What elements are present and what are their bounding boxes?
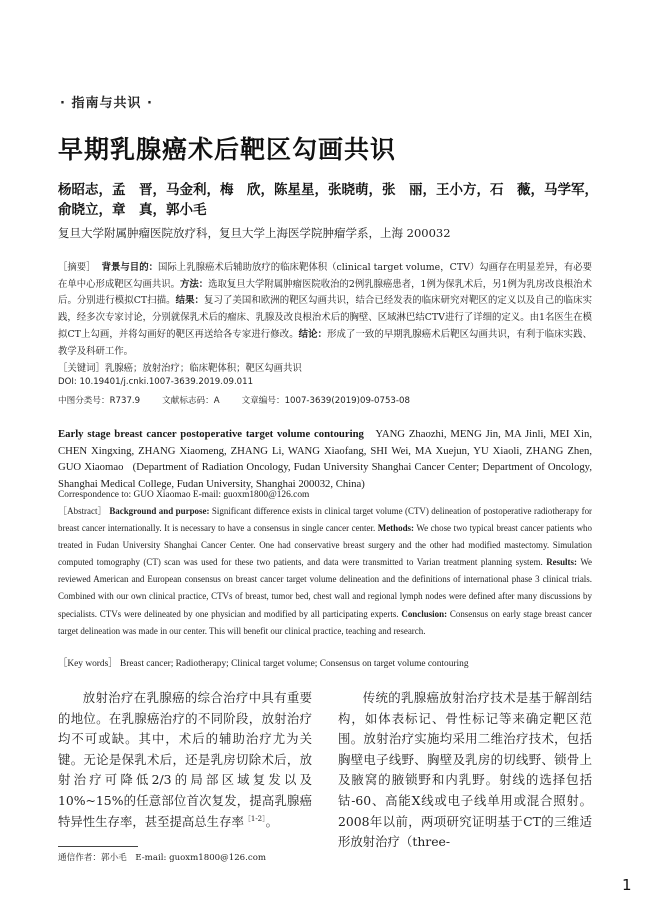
abstract-cn-tag: ［摘要］ bbox=[58, 262, 96, 273]
abstract-en-results: We reviewed American and European consensus on breast cancer target volume delineation and the definitions of international phase 3 clinical trials. Combined with our own clinical practice, CTVs of breast, tumor bed, chest wall and regional lymph nodes were defined after many discussions by specialists. CTVs were delineated by one physician and modified by all participating experts. bbox=[58, 557, 593, 619]
abstract-cn-conclusion: 形成了一致的早期乳腺癌术后靶区勾画共识，有利于临床实践、教学及科研工作。 bbox=[58, 328, 592, 357]
body-column-left bbox=[58, 688, 312, 832]
keywords-cn-text: 乳腺癌；放射治疗；临床靶体积；靶区勾画共识 bbox=[104, 363, 302, 374]
document-code: 文献标志码：A bbox=[162, 396, 220, 406]
abstract-cn-results-label: 结果： bbox=[175, 295, 205, 307]
abstract-en-conclusion-label: Conclusion: bbox=[401, 608, 448, 619]
article-title: 早期乳腺癌术后靶区勾画共识 bbox=[58, 135, 397, 164]
citation-ref[interactable]: ［1-2］ bbox=[243, 814, 266, 823]
body-paragraph bbox=[58, 688, 312, 832]
body-left-text: 放射治疗在乳腺癌的综合治疗中具有重要的地位。在乳腺癌治疗的不同阶段，放射治疗均不可或缺。其中，术后的辅助治疗尤为关键。无论是保乳术后，还是乳房切除术后，放射治疗可降低2/3的局部区域复发以及10%~15%的任意部位首次复发，提高乳腺癌特异性生存率，甚至提高总生存率 bbox=[58, 690, 312, 829]
english-title: Early stage breast cancer postoperative target volume contouring bbox=[58, 428, 364, 440]
abstract-en-methods: We chose two typical breast cancer patients who treated in Fudan University Shanghai Cancer Center. One had conservative breast surgery and the other had modified mastectomy. Simulation computed tomography (CT) scan was used for these two patients, and data were transmitted to Varian treatment planning system. bbox=[58, 523, 592, 568]
keywords-cn bbox=[58, 360, 592, 374]
abstract-cn-results: 复习了美国和欧洲的靶区勾画共识，结合已经发表的临床研究对靶区的定义以及自己的临床实践，经多次专家讨论，分别就保乳术后的瘤床、乳腺及改良根治术后的胸壁、区域淋巴结CTV进行了详细的定义。由1名医生在模拟CT上勾画，并将勾画好的靶区再送给各专家进行修改。 bbox=[58, 295, 592, 340]
keywords-en-tag: ［Key words］ bbox=[58, 659, 118, 669]
english-authors: YANG Zhaozhi, MENG Jin, MA Jinli, MEI Xin, CHEN Xingxing, ZHANG Xiaomeng, ZHANG Li, WANG Xiaofang, SHI Wei, MA Xuejun, YU Xiaoli, ZHANG Zhen, GUO Xiaomao bbox=[58, 428, 592, 473]
abstract-cn-conclusion-label: 结论： bbox=[298, 328, 328, 340]
body-column-right bbox=[338, 688, 592, 853]
abstract-en-methods-label: Methods: bbox=[377, 523, 415, 534]
english-title-block bbox=[58, 426, 592, 492]
abstract-cn-background-label: 背景与目的： bbox=[101, 262, 158, 273]
abstract-en-background: Significant difference exists in clinical target volume (CTV) delineation of postoperative radiotherapy for breast cancer internationally. It is necessary to have a consensus in single cancer center. bbox=[58, 506, 593, 534]
abstract-en-background-label: Background and purpose: bbox=[109, 506, 210, 516]
footnote-divider bbox=[58, 846, 138, 847]
correspondence-en: Correspondence to: GUO Xiaomao E-mail: guoxm1800@126.com bbox=[58, 490, 310, 500]
doi: DOI: 10.19401/j.cnki.1007-3639.2019.09.011 bbox=[58, 377, 254, 387]
body-left-end: 。 bbox=[265, 813, 279, 829]
keywords-en-text: Breast cancer; Radiotherapy; Clinical target volume; Consensus on target volume contouring bbox=[119, 659, 469, 669]
page-number: 1 bbox=[622, 876, 632, 894]
keywords-en bbox=[58, 655, 592, 669]
clc-number: 中图分类号：R737.9 bbox=[58, 396, 141, 406]
abstract-en bbox=[58, 503, 592, 640]
abstract-cn-methods-label: 方法： bbox=[179, 278, 209, 290]
affiliation-cn: 复旦大学附属肿瘤医院放疗科，复旦大学上海医学院肿瘤学系，上海 200032 bbox=[58, 226, 451, 240]
abstract-en-results-label: Results: bbox=[546, 557, 577, 568]
section-tag: · 指南与共识 · bbox=[60, 96, 153, 111]
abstract-cn-background: 国际上乳腺癌术后辅助放疗的临床靶体积（clinical target volume，CTV）勾画存在明显差异，有必要在单中心形成靶区勾画共识。 bbox=[58, 262, 592, 290]
abstract-cn bbox=[58, 260, 592, 360]
english-affiliation: (Department of Radiation Oncology, Fudan University Shanghai Cancer Center; Department of Oncology, Shanghai Medical College, Fudan University, Shanghai 200032, China) bbox=[58, 461, 592, 490]
keywords-cn-tag: ［关键词］ bbox=[58, 363, 105, 374]
footnote: 通信作者：郭小毛 E-mail: guoxm1800@126.com bbox=[58, 853, 267, 863]
author-list-cn: 杨昭志，孟 晋，马金利，梅 欣，陈星星，张晓萌，张 丽，王小方，石 薇，马学军，俞晓立，章 真，郭小毛 bbox=[58, 182, 598, 218]
abstract-en-conclusion: Consensus on early stage breast cancer target delineation was made in our center. This will benefit our clinical practice, teaching and research. bbox=[58, 608, 593, 636]
classification-line bbox=[58, 394, 592, 406]
body-paragraph: 传统的乳腺癌放射治疗技术是基于解剖结构，如体表标记、骨性标记等来确定靶区范围。放射治疗实施均采用二维治疗技术，包括胸壁电子线野、胸壁及乳房的切线野、锁骨上及腋窝的腋锁野和内乳野。射线的选择包括钴-60、高能X线或电子线单用或混合照射。2008年以前，两项研究证明基于CT的三维适形放射治疗（three- bbox=[338, 690, 592, 850]
abstract-cn-methods: 选取复旦大学附属肿瘤医院收治的2例乳腺癌患者，1例为保乳术后，另1例为乳房改良根治术后。分别进行模拟CT扫描。 bbox=[58, 278, 592, 307]
abstract-en-tag: ［Abstract］ bbox=[58, 506, 107, 516]
article-number: 文章编号：1007-3639(2019)09-0753-08 bbox=[241, 396, 410, 406]
